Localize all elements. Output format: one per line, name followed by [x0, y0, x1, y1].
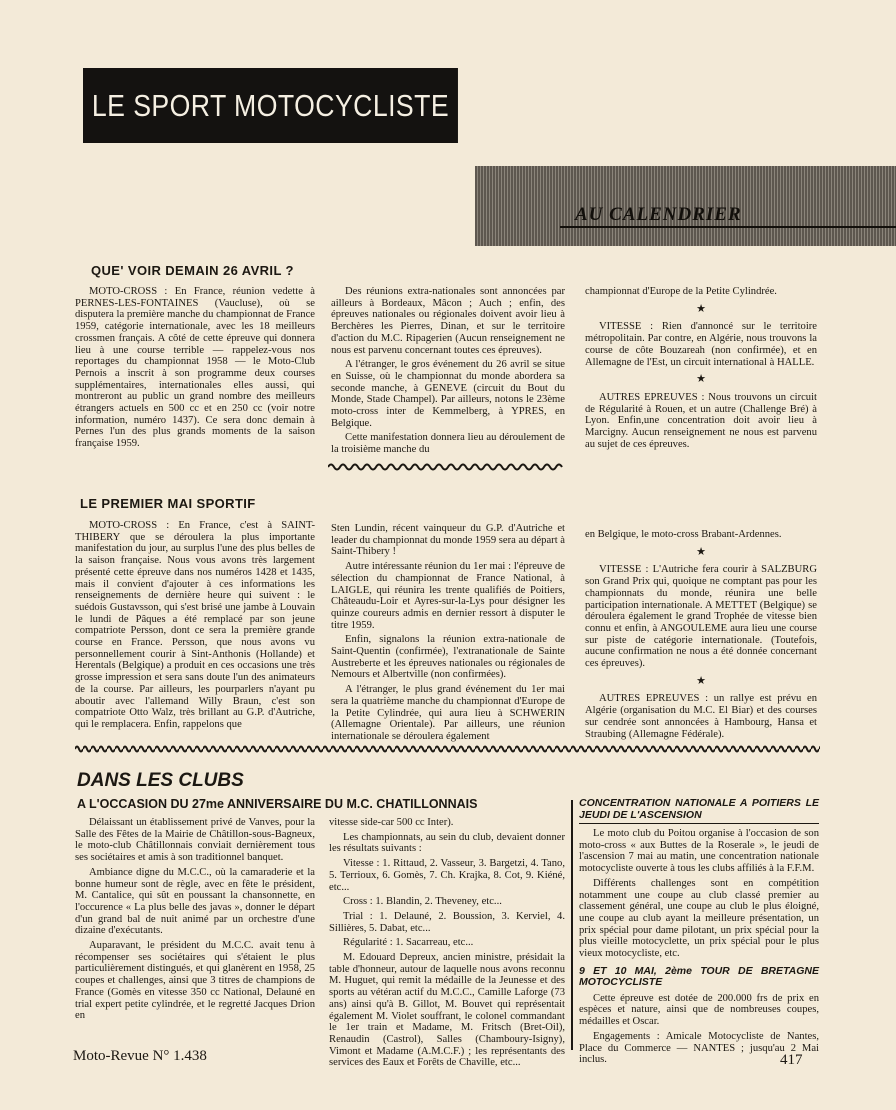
side-heading-2: 9 ET 10 MAI, 2ème TOUR DE BRETAGNE MOTOCYCLISTE	[579, 964, 819, 989]
side-heading: CONCENTRATION NATIONALE A POITIERS LE JEUDI DE L'ASCENSION	[579, 797, 819, 821]
star-separator: ★	[696, 302, 706, 315]
section3-subheading: A L'OCCASION DU 27me ANNIVERSAIRE DU M.C. CHATILLONNAIS	[77, 797, 478, 811]
section3-col2	[329, 817, 565, 1072]
paragraph: Délaissant un établissement privé de Vanves, pour la Salle des Fêtes de la Mairie de Châtillon-sous-Bagneux, le moto-club Châtillonnais conviait dernièrement tous ses sociétaires et amis à son traditionnel banquet.	[75, 817, 315, 864]
wavy-divider	[328, 462, 564, 472]
paragraph: A l'étranger, le plus grand événement du 1er mai sera la quatrième manche du championnat d'Europe de la Petite Cylindrée, qui aura lieu à SCHWERIN (Allemagne Orientale). Par ailleurs, une réunion internationale se déroulera également	[331, 684, 565, 742]
side-rule	[579, 823, 819, 824]
section2-col3	[585, 529, 817, 743]
paragraph: VITESSE : Rien d'annoncé sur le territoire métropolitain. Par contre, en Algérie, nous trouvons la course de côte Bouzareah (non confirmée), et en Allemagne de l'Est, un circuit international à HALLE.	[585, 321, 817, 368]
paragraph: Enfin, signalons la réunion extra-nationale de Saint-Quentin (confirmée), l'extranationale de Sainte Austreberte et les épreuves nationales ou régionales de Nemours et Albertville (non confirmées).	[331, 634, 565, 681]
paragraph: A l'étranger, le gros événement du 26 avril se situe en Suisse, où le championnat du monde abordera sa seconde manche, à GENEVE (circuit du Bout du Monde, Stade Champel). Par ailleurs, notons le 23ème moto-cross inter de Kemmelberg, à YPRES, en Belgique.	[331, 359, 565, 429]
star-separator: ★	[696, 545, 706, 558]
section2-col2	[331, 523, 565, 746]
section2-col1	[75, 520, 315, 734]
paragraph: Autre intéressante réunion du 1er mai : l'épreuve de sélection du championnat de France National, à LAIGLE, qui réunira les trente qualifiés de Poitiers, Châteaudu-Loir et Ayres-sur-la-Lys pour désigner les quinze coureurs admis en dernier ressort à disputer le titre 1959.	[331, 561, 565, 631]
magazine-footer: Moto-Revue N° 1.438	[73, 1048, 207, 1064]
calendar-label: AU CALENDRIER	[575, 204, 742, 225]
star-separator: ★	[696, 674, 706, 687]
section1-col3	[585, 286, 817, 453]
paragraph: Cette épreuve est dotée de 200.000 frs de prix en espèces et nature, ainsi que de nombreuses coupes, médailles et Oscar.	[579, 992, 819, 1028]
paragraph: Auparavant, le président du M.C.C. avait tenu à récompenser ses sociétaires qui s'étaient le plus particulièrement distingués, et qui glanèrent en 1958, 25 coupes et challenges, ainsi que 3 titres de champions de France (Gomès en vitesse 350 cc National, Delauné en trial expert petite cylindrée, et le regretté Jacques Drion en	[75, 940, 315, 1022]
section1-col1	[75, 286, 315, 453]
paragraph: AUTRES EPREUVES : Nous trouvons un circuit de Régularité à Rouen, et un autre (Challenge Bré) à Lyon. Enfin,une concentration doit avoir lieu à Marcigny. Aucun renseignement ne nous est parvenu au sujet de ces épreuves.	[585, 391, 817, 450]
paragraph: vitesse side-car 500 cc Inter).	[329, 817, 454, 828]
paragraph: en Belgique, le moto-cross Brabant-Ardennes.	[585, 529, 782, 540]
paragraph: AUTRES EPREUVES : un rallye est prévu en Algérie (organisation du M.C. El Biar) et des courses sur cendrée sont annoncées à Hambourg, Hansa et Straubing (Allemagne Fédérale).	[585, 693, 817, 740]
page-title-banner	[83, 68, 458, 143]
column-rule	[571, 800, 573, 1050]
paragraph: Ambiance digne du M.C.C., où la camaraderie et la bonne humeur sont de règle, avec en fête le président, M. Cantalice, qui sût en poussant la chansonnette, en l'occurence « La plus belle des javas », donner le départ d'un grand bal de nuit animé par un orchestre d'une dizaine d'exécutants.	[75, 866, 315, 937]
paragraph: Sten Lundin, récent vainqueur du G.P. d'Autriche et leader du championnat du monde 1959 sera au départ à Saint-Thibery !	[331, 523, 565, 558]
calendar-underline	[560, 226, 896, 228]
page-number: 417	[780, 1052, 803, 1068]
star-separator: ★	[696, 373, 706, 386]
paragraph: Vitesse : 1. Rittaud, 2. Vasseur, 3. Bargetzi, 4. Tano, 5. Terrioux, 6. Gomès, 7. Ch. Krajka, 8. Cot, 9. Kiéné, etc...	[329, 858, 565, 893]
paragraph: Le moto club du Poitou organise à l'occasion de son moto-cross « aux Buttes de la Roserale », le jeudi de l'ascension 7 mai au matin, une concentration nationale motocycliste ouverte à tous les clubs affiliés à la F.F.M.	[579, 828, 819, 875]
paragraph: M. Edouard Depreux, ancien ministre, présidait la table d'honneur, autour de laquelle nous avons reconnu M. Huguet, qui remit la médaille de la Jeunesse et des sports au vétéran actif du M.C.C., Camille Laforge (73 ans) ainsi qu'à B. Gillot, M. Bouvet qui représentait également M. Violet souffrant, le colonel commandant le 1er train et Madame, M. Fritsch (Bret-Oil), Renaudin (Castrol), Salles (Chamboury-Isigny), Vimont et Madame (A.M.C.F.) ; les représentants des services des Eaux et Forêts de Chaville, etc...	[329, 952, 565, 1069]
paragraph: Cross : 1. Blandin, 2. Theveney, etc...	[343, 896, 502, 908]
paragraph: Les championnats, au sein du club, devaient donner les résultats suivants :	[329, 831, 565, 855]
paragraph: Différents challenges sont en compétition notamment une coupe au club classé premier au classement général, une coupe au club le plus éloigné, une coupe au club ayant la meilleure présentation, un prix spécial pour dame pilotant, un prix spécial pour la plus vieille motocyclette, un prix spécial pour le plus vieux motocycliste, etc.	[579, 877, 819, 960]
section2-heading: LE PREMIER MAI SPORTIF	[80, 496, 256, 511]
paragraph: Trial : 1. Delauné, 2. Boussion, 3. Kerviel, 4. Sillières, 5. Dabat, etc...	[329, 910, 565, 934]
page-title: LE SPORT MOTOCYCLISTE	[91, 87, 450, 123]
wavy-divider-full	[75, 743, 820, 755]
section1-heading: QUE' VOIR DEMAIN 26 AVRIL ?	[91, 263, 294, 278]
section1-col2	[331, 286, 565, 459]
paragraph: Des réunions extra-nationales sont annoncées par ailleurs à Bordeaux, Mâcon ; Auch ; enfin, des épreuves nationales ou régionales doivent avoir lieu à Berchères les Pierres, Dinan, et sur le territoire d'action du M.C. Ripagerien (Aucun renseignement ne nous est parvenu concernant toutes ces épreuves).	[331, 286, 565, 356]
section3-col1	[75, 817, 315, 1025]
paragraph: MOTO-CROSS : En France, c'est à SAINT-THIBERY que se déroulera la plus importante manifestation du jour, au surplus l'une des plus belles de la saison française. Nous vous avons très largement présenté cette épreuve dans nos numéros 1428 et 1435, mais il convient d'ajouter à ces informations les renseignements de dernière heure qui suivent : le suédois Gustavsson, qui s'est brisé une jambe à Louvain le lundi de Pâques a été remplacé par son jeune compatriote Persson, dont ce sera la première grande course en France. Persson, que nous avons vu personnellement courir à Sint-Anthonis (Hollande) et Herentals (Belgique) a produit en ces occasions une très grosse impression et sera sans doute l'un des animateurs de la course. Par ailleurs, les pourparlers n'ayant pu aboutir avec l'allemand Willy Braun, c'est son compatriote Otto Walz, très brillant au G.P. d'Autriche, qui le remplacera. Enfin, rappelons que	[75, 520, 315, 730]
paragraph: championnat d'Europe de la Petite Cylindrée.	[585, 286, 777, 297]
paragraph: Régularité : 1. Sacarreau, etc...	[343, 937, 474, 949]
paragraph: Engagements : Amicale Motocycliste de Nantes, Place du Commerce — NANTES ; jusqu'au 2 Mai inclus.	[579, 1030, 819, 1066]
paragraph: MOTO-CROSS : En France, réunion vedette à PERNES-LES-FONTAINES (Vaucluse), où se disputera la première manche du championnat de France 1959, catégorie internationale, avec les 18 meilleurs crossmen français. A côté de cette épreuve qui donnera lieu à une course terrible — rappelez-vous nos reportages du championnat 1958 — le Moto-Club Pernois a inscrit à son programme deux courses supplémentaires, internationales elles aussi, qui montreront au public un grand nombre des meilleurs étrangers actuels en 500 cc et en 250 cc (voir notre information, numéro 1437). Ce sera donc demain à Pernes l'un des plus grands moments de la saison française 1959.	[75, 286, 315, 450]
side-news-box	[579, 798, 819, 1069]
section3-heading: DANS LES CLUBS	[77, 770, 244, 791]
paragraph: Cette manifestation donnera lieu au déroulement de la troisième manche du	[331, 432, 565, 456]
paragraph: VITESSE : L'Autriche fera courir à SALZBURG son Grand Prix qui, quoique ne comptant pas pour les championnats du monde, réunira une belle participation internationale. A METTET (Belgique) se déroulera également le grand Trophée de vitesse bien connu et enfin, à ANGOULEME aura lieu une course sur piste de catégorie internationale. (Toutefois, aucune confirmation ne nous a été donnée concernant ces épreuves).	[585, 564, 817, 670]
